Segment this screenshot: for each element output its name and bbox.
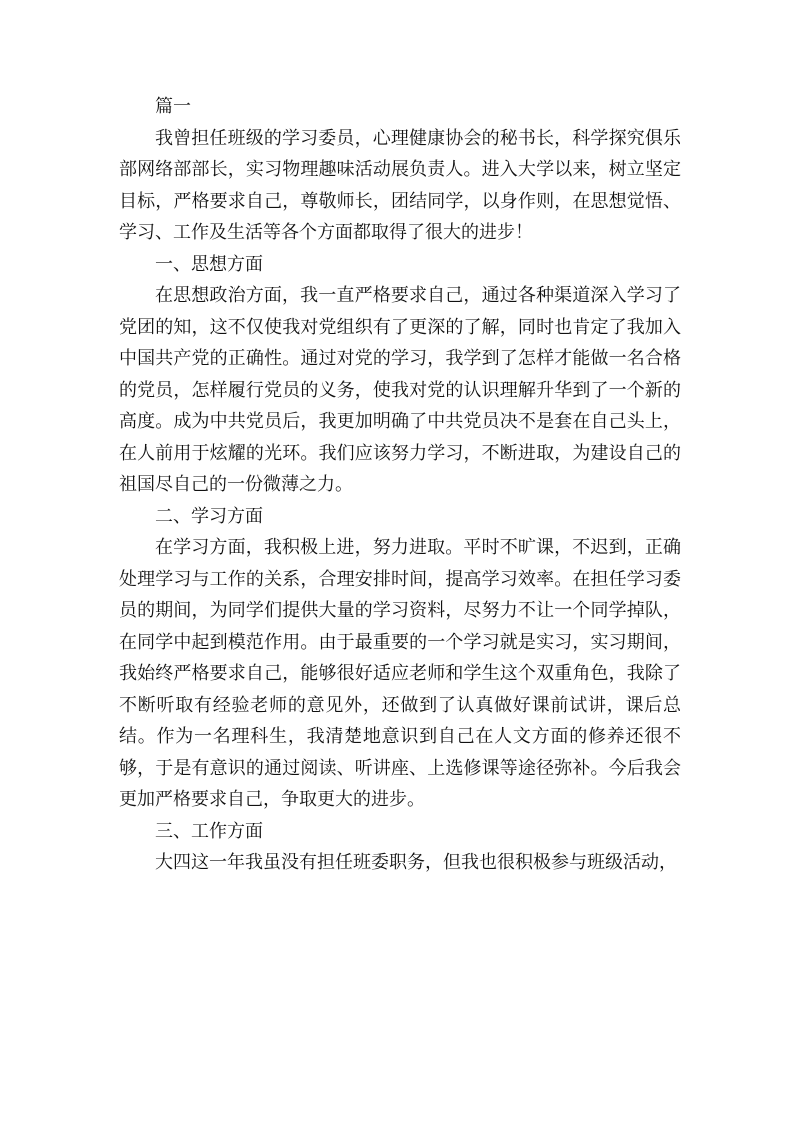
section-heading-study: 二、学习方面 — [155, 505, 263, 527]
body-paragraph-ideology: 在思想政治方面，我一直严格要求自己，通过各种渠道深入学习了党团的知，这不仅使我对党组织有了更深的了解，同时也肯定了我加入中国共产党的正确性。通过对党的学习，我学到了怎样才能做一名合格的党员，怎样履行党员的义务，使我对党的认识理解升华到了一个新的高度。成为中共党员后，我更加明确了中共党员决不是套在自己头上，在人前用于炫耀的光环。我们应该努力学习，不断进取，为建设自己的祖国尽自己的一份微薄之力。 — [119, 285, 681, 495]
body-paragraph-study: 在学习方面，我积极上进，努力进取。平时不旷课，不迟到，正确处理学习与工作的关系，合理安排时间，提高学习效率。在担任学习委员的期间，为同学们提供大量的学习资料，尽努力不让一个同学掉队，在同学中起到模范作用。由于最重要的一个学习就是实习，实习期间，我始终严格要求自己，能够很好适应老师和学生这个双重角色，我除了不断听取有经验老师的意见外，还做到了认真做好课前试讲，课后总结。作为一名理科生，我清楚地意识到自己在人文方面的修养还很不够，于是有意识的通过阅读、听讲座、上选修课等途径弥补。今后我会更加严格要求自己，争取更大的进步。 — [119, 537, 681, 810]
body-paragraph-work: 大四这一年我虽没有担任班委职务，但我也很积极参与班级活动， — [155, 852, 677, 873]
section-heading-work: 三、工作方面 — [155, 820, 263, 842]
section-heading-title: 篇一 — [155, 96, 191, 117]
section-heading-ideology: 一、思想方面 — [155, 253, 263, 275]
body-paragraph-intro: 我曾担任班级的学习委员，心理健康协会的秘书长，科学探究俱乐部网络部部长，实习物理趣味活动展负责人。进入大学以来，树立坚定目标，严格要求自己，尊敬师长，团结同学，以身作则，在思想觉悟、学习、工作及生活等各个方面都取得了很大的进步！ — [119, 127, 681, 243]
document-body — [119, 91, 681, 879]
